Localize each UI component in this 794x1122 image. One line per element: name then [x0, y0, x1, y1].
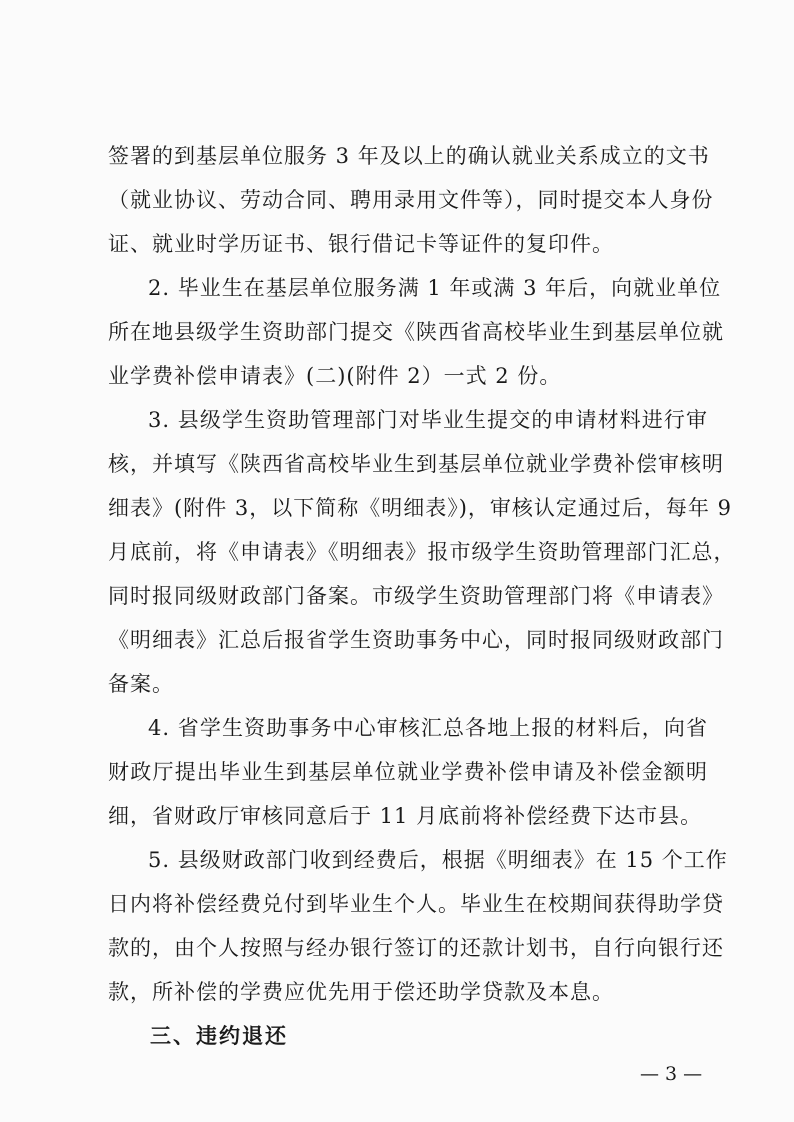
- paragraph-2-line-2: 所在地县级学生资助部门提交《陕西省高校毕业生到基层单位就: [108, 320, 724, 344]
- paragraph-3-line-6: 《明细表》汇总后报省学生资助事务中心，同时报同级财政部门: [108, 628, 724, 652]
- page-number: — 3 —: [640, 1063, 703, 1085]
- paragraph-2-line-1: 2. 毕业生在基层单位服务满 1 年或满 3 年后，向就业单位: [148, 276, 722, 300]
- paragraph-4-line-2: 财政厅提出毕业生到基层单位就业学费补偿申请及补偿金额明: [108, 760, 708, 784]
- paragraph-3-line-2: 核，并填写《陕西省高校毕业生到基层单位就业学费补偿审核明: [108, 452, 724, 476]
- paragraph-5-line-1: 5. 县级财政部门收到经费后，根据《明细表》在 15 个工作: [148, 848, 728, 872]
- paragraph-3-line-5: 同时报同级财政部门备案。市级学生资助管理部门将《申请表》: [108, 584, 724, 608]
- paragraph-3-line-7: 备案。: [108, 672, 174, 696]
- paragraph-1-line-3: 证、就业时学历证书、银行借记卡等证件的复印件。: [108, 232, 614, 256]
- paragraph-2-line-3: 业学费补偿申请表》(二)(附件 2）一式 2 份。: [108, 364, 562, 388]
- paragraph-5-line-2: 日内将补偿经费兑付到毕业生个人。毕业生在校期间获得助学贷: [108, 892, 724, 916]
- paragraph-1-line-2: （就业协议、劳动合同、聘用录用文件等），同时提交本人身份: [108, 188, 714, 212]
- paragraph-5-line-3: 款的，由个人按照与经办银行签订的还款计划书，自行向银行还: [108, 936, 724, 960]
- paragraph-1-line-1: 签署的到基层单位服务 3 年及以上的确认就业关系成立的文书: [108, 144, 710, 168]
- paragraph-3-line-3: 细表》(附件 3，以下简称《明细表》)，审核认定通过后，每年 9: [108, 496, 732, 520]
- section-heading: 三、违约退还: [150, 1024, 288, 1048]
- paragraph-4-line-3: 细，省财政厅审核同意后于 11 月底前将补偿经费下达市县。: [108, 804, 703, 828]
- paragraph-3-line-1: 3. 县级学生资助管理部门对毕业生提交的申请材料进行审: [148, 408, 708, 432]
- paragraph-3-line-4: 月底前，将《申请表》《明细表》报市级学生资助管理部门汇总，: [108, 540, 736, 564]
- paragraph-5-line-4: 款，所补偿的学费应优先用于偿还助学贷款及本息。: [108, 980, 614, 1004]
- paragraph-4-line-1: 4. 省学生资助事务中心审核汇总各地上报的材料后，向省: [148, 716, 708, 740]
